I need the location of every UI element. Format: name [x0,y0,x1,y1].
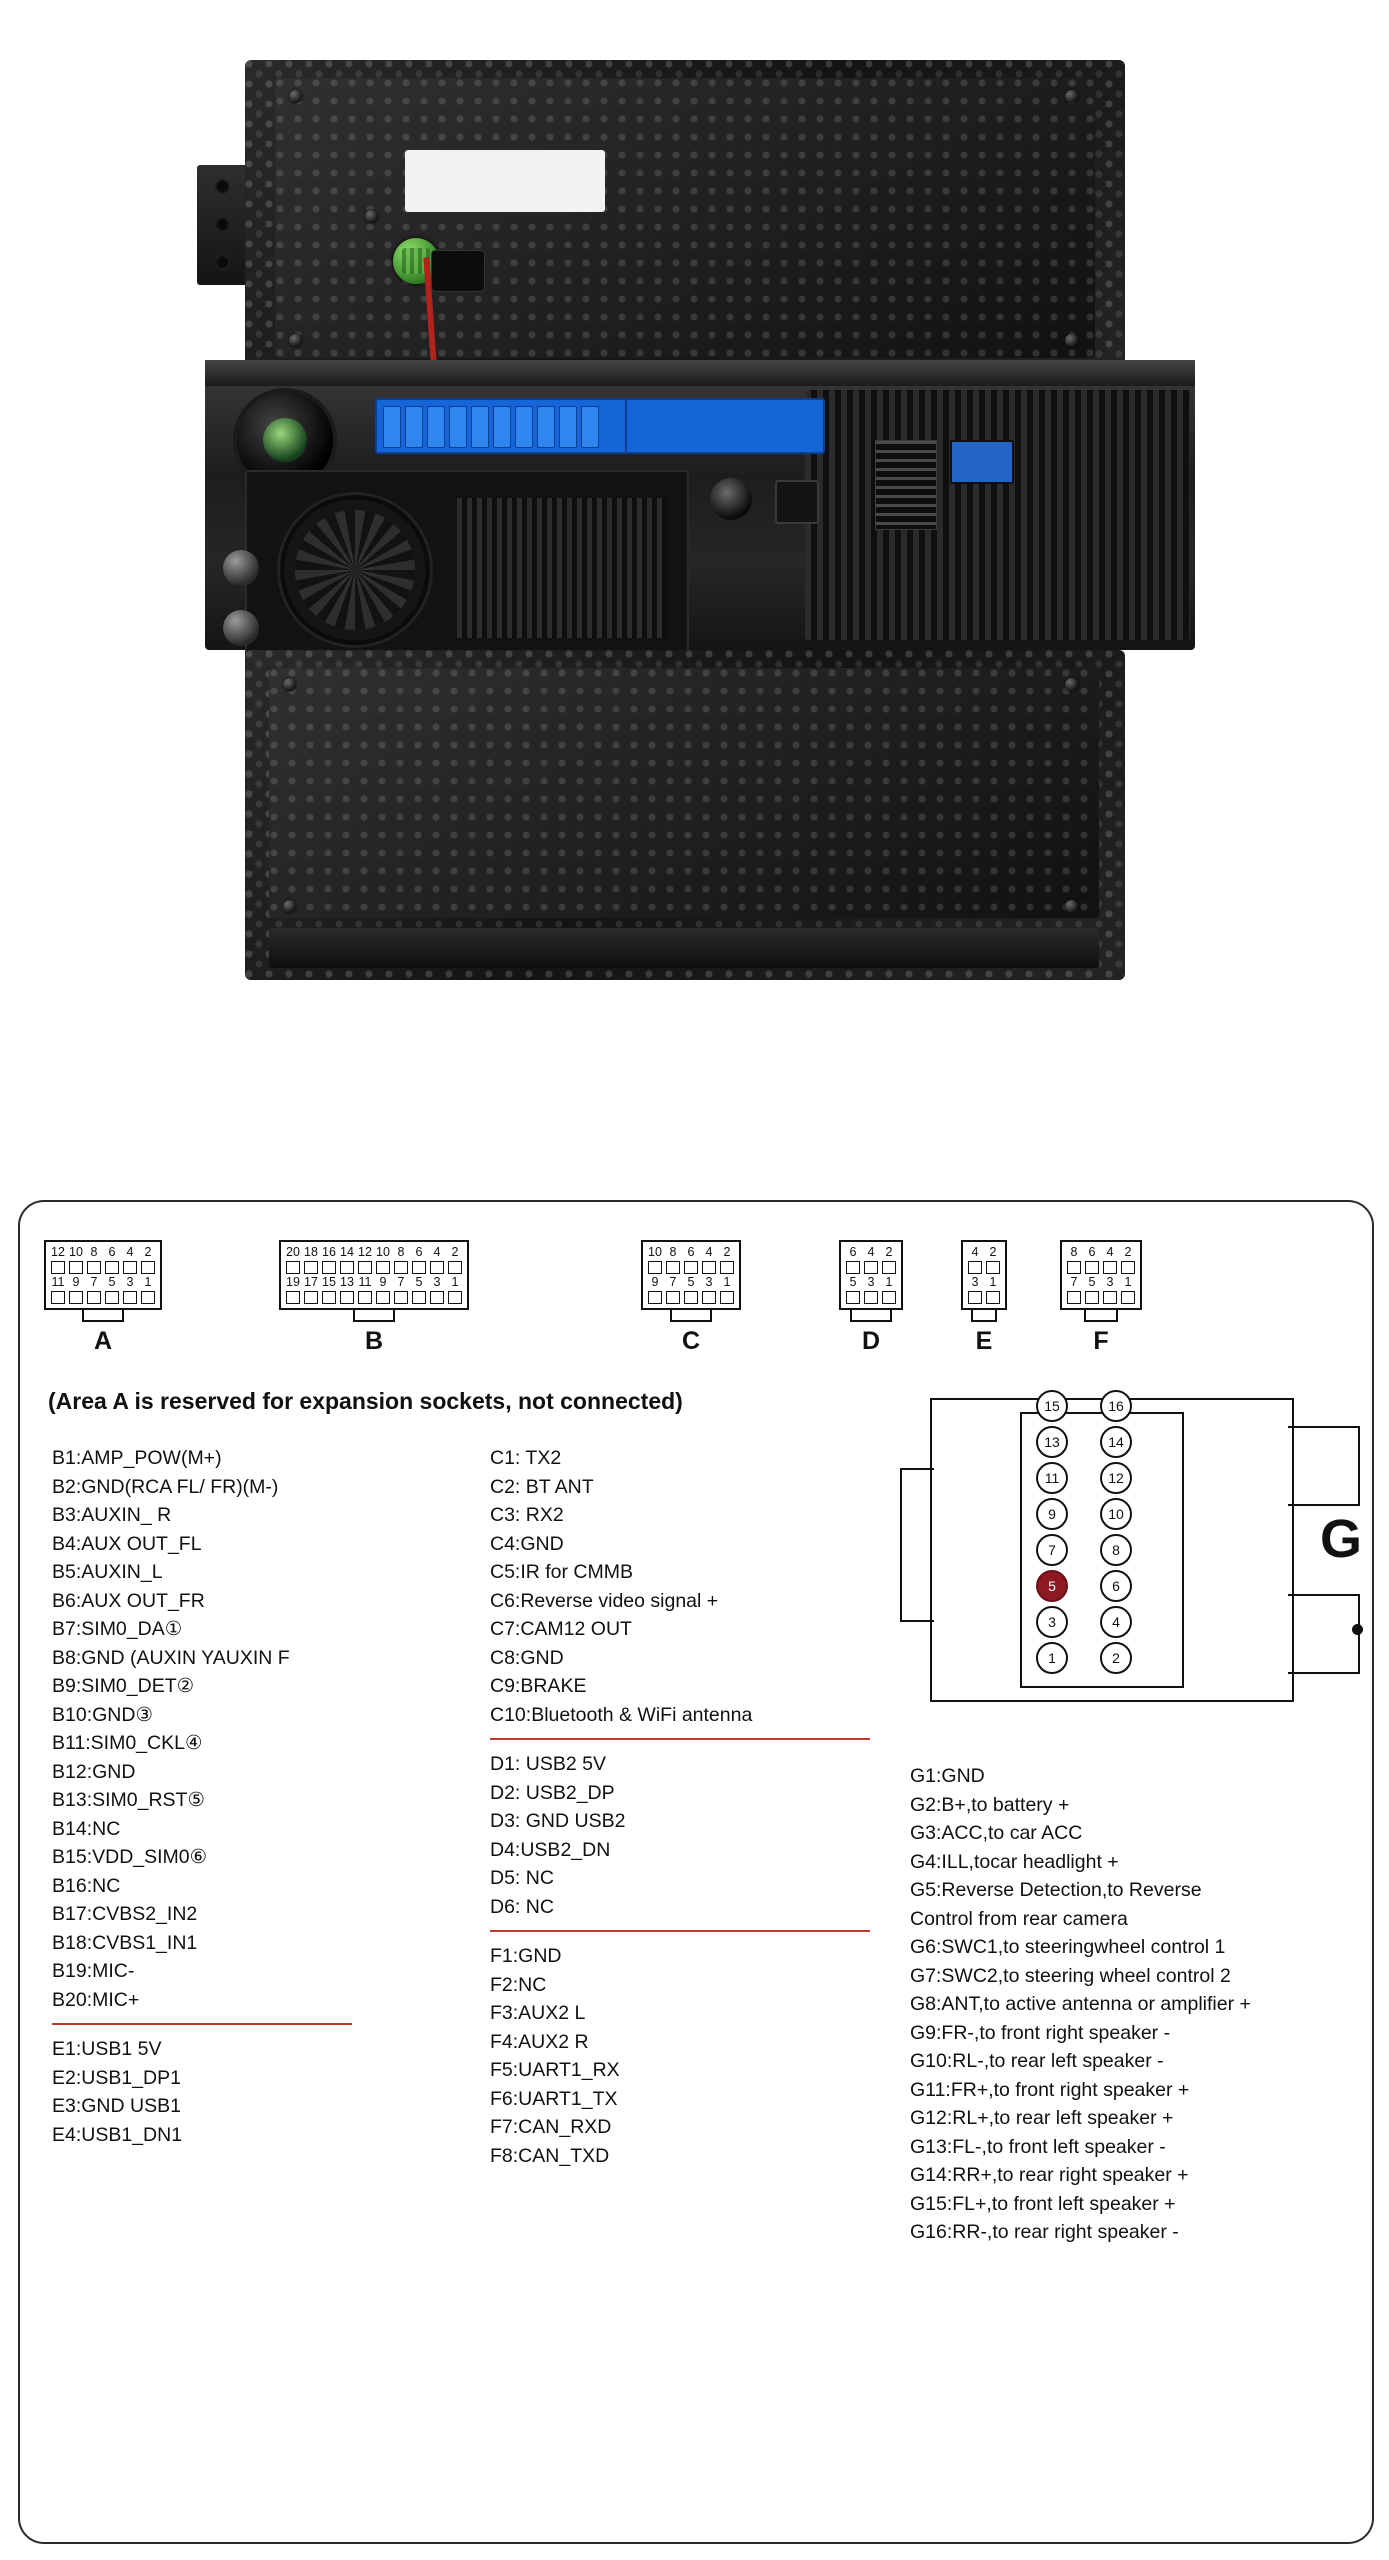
connector-D-bottom-numbers: 5 3 1 [849,1275,893,1289]
pin-line: E1:USB1 5V [52,2038,162,2060]
connector-F-label: F [1093,1327,1109,1355]
pin-line: G6:SWC1,to steeringwheel control 1 [910,1936,1226,1958]
pin-line: D5: NC [490,1867,554,1889]
cooling-fan [277,492,433,648]
pin-line: B12:GND [52,1760,136,1783]
connector-B-label: B [364,1327,384,1355]
connector-A [44,1240,162,1355]
pin-line: F1:GND [490,1945,562,1967]
connector-B-bottom-pins [286,1291,462,1304]
chassis-middle [205,360,1195,650]
blue-connector-block-2 [625,398,825,454]
pin-line: B6:AUX OUT_FR [52,1589,205,1612]
pin-line: G14:RR+,to rear right speaker + [910,2164,1189,2186]
pin-line: C5:IR for CMMB [490,1561,634,1583]
pin-line: F2:NC [490,1973,547,1996]
connector-B [279,1240,469,1355]
pin-line: B18:CVBS1_IN1 [52,1931,198,1954]
pin-line: B11:SIM0_CKL④ [52,1732,203,1754]
chassis-rail [205,360,1195,386]
connector-G-pin-area [1020,1398,1184,1688]
g-pin-5: 5 [1036,1570,1068,1602]
connector-F-top-numbers: 8 6 4 2 [1070,1245,1132,1259]
g-pin-10: 10 [1100,1498,1132,1530]
connector-E-top-pins [968,1261,1000,1274]
pin-line: G2:B+,to battery + [910,1793,1070,1816]
g-pin-8: 8 [1100,1534,1132,1566]
connector-E-top-numbers: 4 2 [971,1245,997,1259]
connector-A-bottom-numbers: 11 9 7 5 3 1 [51,1275,152,1289]
top-plate-inner [275,78,1095,358]
pin-line: D1: USB2 5V [490,1753,606,1775]
usb3-port [950,440,1014,484]
connector-F [1060,1240,1142,1355]
connector-C-bottom-pins [648,1291,734,1304]
connector-D-top-pins [846,1261,896,1274]
connector-A-tab [82,1310,124,1322]
connector-D-tab [850,1310,892,1322]
connector-diagram-row [44,1228,1354,1368]
connector-A-top-numbers: 12 10 8 6 4 2 [51,1245,152,1259]
pin-line: C2: BT ANT [490,1475,594,1498]
bottom-rail [269,928,1099,968]
connector-G-left-stub [900,1468,934,1622]
pin-line: B3:AUXIN_ R [52,1504,172,1526]
pin-line: B14:NC [52,1817,121,1840]
pin-line: C9:BRAKE [490,1675,587,1697]
pin-line: G13:FL-,to front left speaker - [910,2135,1166,2158]
pin-line: G11:FR+,to front right speaker + [910,2078,1190,2101]
pin-line: D2: USB2_DP [490,1781,615,1804]
g-pin-2: 2 [1100,1642,1132,1674]
connector-A-bottom-pins [51,1291,155,1304]
pinout-column-B-E [52,1444,352,2149]
connector-F-bottom-numbers: 7 5 3 1 [1070,1275,1132,1289]
pin-header [875,440,937,530]
pin-line: F8:CAN_TXD [490,2144,610,2167]
pin-line: B15:VDD_SIM0⑥ [52,1846,208,1868]
head-unit-rear [205,60,1195,1160]
square-port [775,480,819,524]
pin-line: G3:ACC,to car ACC [910,1822,1083,1844]
pin-line: E3:GND USB1 [52,2095,181,2117]
pin-line: C1: TX2 [490,1447,562,1469]
connector-C-bottom-numbers: 9 7 5 3 1 [651,1275,731,1289]
g-pin-1: 1 [1036,1642,1068,1674]
product-label [405,150,605,212]
connector-D-label: D [861,1327,881,1355]
g-pin-13: 13 [1036,1426,1068,1458]
g-pin-6: 6 [1100,1570,1132,1602]
antenna-bolt-2 [223,610,259,646]
connector-B-top-pins [286,1261,462,1274]
pin-line: B20:MIC+ [52,1988,140,2011]
connector-E-bottom-pins [968,1291,1000,1304]
connector-A-top-pins [51,1261,155,1274]
connector-F-top-pins [1067,1261,1135,1274]
connector-D-bottom-pins [846,1291,896,1304]
mounting-bracket-left [197,165,249,285]
pin-line: C4:GND [490,1532,564,1555]
g-pin-11: 11 [1036,1462,1068,1494]
pinout-column-G [910,1762,1360,2247]
pin-line: F4:AUX2 R [490,2030,589,2053]
pin-line: G9:FR-,to front right speaker - [910,2021,1171,2044]
connector-E-label: E [975,1327,993,1355]
g-pin-4: 4 [1100,1606,1132,1638]
g-pin-9: 9 [1036,1498,1068,1530]
connector-D-top-numbers: 6 4 2 [849,1245,893,1259]
fan-housing [245,470,689,664]
pin-line: G15:FL+,to front left speaker + [910,2192,1176,2215]
g-pin-15: 15 [1036,1390,1068,1422]
pin-line: G1:GND [910,1765,985,1787]
connector-C-tab [670,1310,712,1322]
pin-line: E2:USB1_DP1 [52,2066,181,2089]
connector-B-tab [353,1310,395,1322]
pin-line: B8:GND (AUXIN YAUXIN F [52,1646,290,1669]
pin-line: C10:Bluetooth & WiFi antenna [490,1703,753,1726]
pin-line: B19:MIC- [52,1960,135,1982]
pin-line: B4:AUX OUT_FL [52,1532,202,1555]
antenna-bolt-1 [223,550,259,586]
pin-line: F5:UART1_RX [490,2059,620,2081]
connector-G-right-stub-top [1288,1426,1360,1506]
pin-line: B7:SIM0_DA① [52,1618,183,1640]
connector-E [961,1240,1007,1355]
pin-line: G16:RR-,to rear right speaker - [910,2221,1179,2243]
divider [490,1738,870,1740]
connector-G-dot [1352,1624,1363,1635]
pin-line: B9:SIM0_DET② [52,1675,195,1697]
g-pin-14: 14 [1100,1426,1132,1458]
pin-line: D3: GND USB2 [490,1810,626,1832]
rca-jack [710,478,752,520]
pin-line: G10:RL-,to rear left speaker - [910,2050,1164,2072]
connector-C-label: C [681,1327,701,1355]
pin-line: B16:NC [52,1874,121,1897]
connector-E-bottom-numbers: 3 1 [971,1275,997,1289]
connector-F-bottom-pins [1067,1291,1135,1304]
pin-line: B1:AMP_POW(M+) [52,1447,222,1469]
pin-line: B17:CVBS2_IN2 [52,1903,198,1925]
pin-line: E4:USB1_DN1 [52,2123,183,2146]
pin-line: D6: NC [490,1895,554,1918]
connector-G-right-stub-bottom [1288,1594,1360,1674]
connector-C-top-pins [648,1261,734,1274]
divider [490,1930,870,1932]
product-photo [0,0,1389,1195]
pin-line: B10:GND③ [52,1703,153,1726]
heatsink [805,390,1190,640]
connector-C-top-numbers: 10 8 6 4 2 [648,1245,731,1259]
pin-line: C6:Reverse video signal + [490,1589,719,1612]
pinout-card [18,1200,1374,2544]
divider [52,2023,352,2025]
pin-line: B5:AUXIN_L [52,1561,163,1583]
pin-line: G12:RL+,to rear left speaker + [910,2107,1174,2129]
g-pin-16: 16 [1100,1390,1132,1422]
g-pin-12: 12 [1100,1462,1132,1494]
connector-A-label: A [93,1327,113,1355]
connector-F-tab [1084,1310,1118,1322]
pinout-column-C-D-F [490,1444,870,2170]
connector-B-bottom-numbers: 19 17 15 13 11 9 7 5 3 1 [286,1275,459,1289]
pin-line: B13:SIM0_RST⑤ [52,1789,205,1811]
pin-line: F3:AUX2 L [490,2002,586,2024]
connector-D [839,1240,903,1355]
pin-line: F6:UART1_TX [490,2087,618,2110]
pin-line: G4:ILL,tocar headlight + [910,1850,1119,1873]
connector-G-label: G [1319,1509,1362,1569]
connector-E-tab [971,1310,997,1322]
top-carbon-plate [245,60,1125,380]
pin-line: C3: RX2 [490,1504,564,1526]
pin-line: G8:ANT,to active antenna or amplifier + [910,1993,1251,2015]
connector-B-top-numbers: 20 18 16 14 12 10 8 6 4 2 [286,1245,459,1259]
pin-line: G7:SWC2,to steering wheel control 2 [910,1964,1231,1987]
pin-line: D4:USB2_DN [490,1838,611,1861]
g-pin-3: 3 [1036,1606,1068,1638]
pin-line: C7:CAM12 OUT [490,1618,632,1640]
pin-line: F7:CAN_RXD [490,2116,612,2138]
pin-line: Control from rear camera [910,1907,1128,1930]
bottom-plate-inner [269,668,1099,918]
g-pin-7: 7 [1036,1534,1068,1566]
fin-array [457,498,667,638]
pin-line: B2:GND(RCA FL/ FR)(M-) [52,1475,279,1498]
connector-C [641,1240,741,1355]
pin-line: C8:GND [490,1646,564,1669]
pin-line: G5:Reverse Detection,to Reverse [910,1879,1202,1901]
connector-G-diagram [900,1398,1360,1728]
bottom-carbon-plate [245,650,1125,980]
expansion-note: (Area A is reserved for expansion sockets, not connected) [48,1388,683,1414]
